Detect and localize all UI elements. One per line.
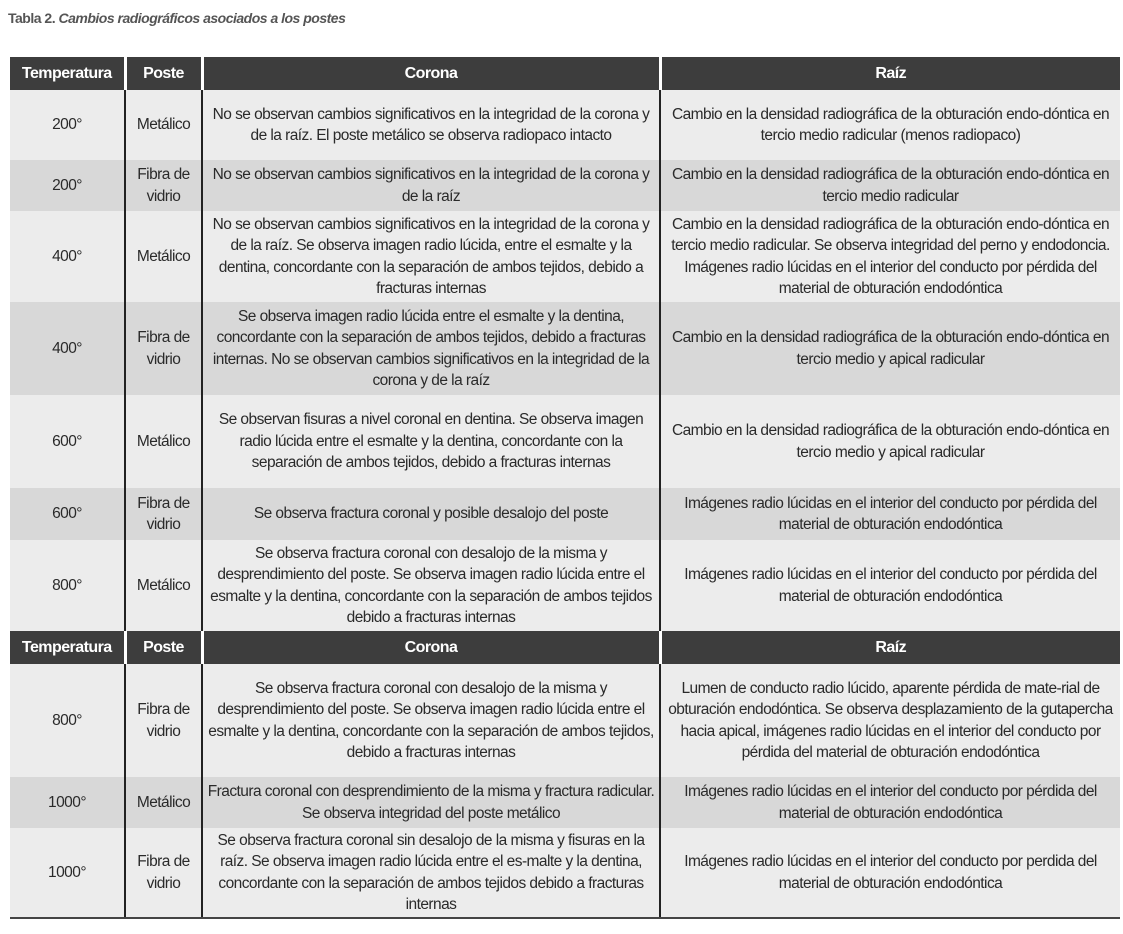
- cell-raiz: Imágenes radio lúcidas en el interior del conducto por pérdida del material de obturación endodóntica: [660, 540, 1120, 631]
- cell-temp: 200°: [10, 160, 125, 211]
- column-header: Corona: [202, 57, 660, 90]
- cell-corona: Fractura coronal con desprendimiento de la misma y fractura radicular. Se observa integridad del poste metálico: [202, 777, 660, 828]
- cell-temp: 400°: [10, 211, 125, 302]
- column-header: Raíz: [660, 631, 1120, 664]
- cell-temp: 800°: [10, 540, 125, 631]
- cell-raiz: Lumen de conducto radio lúcido, aparente pérdida de mate-rial de obturación endodóntica. Se observa desplazamiento de la gutapercha hacia apical, imágenes radio lúcidas en el interior del conducto por pérdida del material de obturación endodóntica: [660, 664, 1120, 777]
- table-row: [10, 488, 1120, 540]
- cell-poste: Fibra de vidrio: [125, 488, 202, 540]
- cell-poste: Metálico: [125, 777, 202, 828]
- cell-poste: Metálico: [125, 90, 202, 160]
- cell-corona: Se observa fractura coronal y posible desalojo del poste: [202, 488, 660, 540]
- column-header: Poste: [125, 57, 202, 90]
- cell-raiz: Cambio en la densidad radiográfica de la obturación endo-dóntica en tercio medio y apical radicular: [660, 395, 1120, 488]
- cell-corona: Se observa fractura coronal con desalojo de la misma y desprendimiento del poste. Se observa imagen radio lúcida entre el esmalte y la dentina, concordante con la separación de ambos tejidos debido a fracturas internas: [202, 540, 660, 631]
- cell-corona: Se observa fractura coronal sin desalojo de la misma y fisuras en la raíz. Se observa imagen radio lúcida entre el es-malte y la dentina, concordante con la separación de ambos tejidos debido a fracturas internas: [202, 828, 660, 918]
- cell-raiz: Imágenes radio lúcidas en el interior del conducto por perdida del material de obturación endodóntica: [660, 828, 1120, 918]
- table-row: [10, 302, 1120, 395]
- column-header: Temperatura: [10, 631, 125, 664]
- cell-corona: Se observa imagen radio lúcida entre el esmalte y la dentina, concordante con la separación de ambos tejidos, debido a fracturas internas. No se observan cambios significativos en la integridad de la corona y de la raíz: [202, 302, 660, 395]
- header-row: [10, 631, 1120, 664]
- cell-raiz: Cambio en la densidad radiográfica de la obturación endo-dóntica en tercio medio radicular (menos radiopaco): [660, 90, 1120, 160]
- caption-title: Cambios radiográficos asociados a los postes: [58, 10, 346, 26]
- cell-temp: 1000°: [10, 828, 125, 918]
- header-row: [10, 57, 1120, 90]
- cell-raiz: Imágenes radio lúcidas en el interior del conducto por pérdida del material de obturación endodóntica: [660, 777, 1120, 828]
- table-row: [10, 90, 1120, 160]
- cell-poste: Fibra de vidrio: [125, 664, 202, 777]
- cell-temp: 600°: [10, 488, 125, 540]
- cell-temp: 200°: [10, 90, 125, 160]
- cell-temp: 800°: [10, 664, 125, 777]
- table-row: [10, 828, 1120, 918]
- column-header: Corona: [202, 631, 660, 664]
- cell-corona: No se observan cambios significativos en la integridad de la corona y de la raíz. El poste metálico se observa radiopaco intacto: [202, 90, 660, 160]
- cell-poste: Metálico: [125, 211, 202, 302]
- cell-poste: Fibra de vidrio: [125, 828, 202, 918]
- cell-corona: Se observan fisuras a nivel coronal en dentina. Se observa imagen radio lúcida entre el esmalte y la dentina, concordante con la separación de ambos tejidos, debido a fracturas internas: [202, 395, 660, 488]
- cell-poste: Fibra de vidrio: [125, 160, 202, 211]
- cell-poste: Metálico: [125, 540, 202, 631]
- results-table: [10, 57, 1120, 919]
- cell-temp: 1000°: [10, 777, 125, 828]
- cell-temp: 600°: [10, 395, 125, 488]
- cell-corona: No se observan cambios significativos en la integridad de la corona y de la raíz: [202, 160, 660, 211]
- cell-raiz: Cambio en la densidad radiográfica de la obturación endo-dóntica en tercio medio radicular: [660, 160, 1120, 211]
- column-header: Temperatura: [10, 57, 125, 90]
- cell-corona: Se observa fractura coronal con desalojo de la misma y desprendimiento del poste. Se observa imagen radio lúcida entre el esmalte y la dentina, concordante con la separación de ambos tejidos, debido a fracturas internas: [202, 664, 660, 777]
- cell-raiz: Cambio en la densidad radiográfica de la obturación endo-dóntica en tercio medio y apical radicular: [660, 302, 1120, 395]
- cell-temp: 400°: [10, 302, 125, 395]
- table-row: [10, 211, 1120, 302]
- table-row: [10, 540, 1120, 631]
- cell-raiz: Imágenes radio lúcidas en el interior del conducto por pérdida del material de obturación endodóntica: [660, 488, 1120, 540]
- table-row: [10, 777, 1120, 828]
- cell-corona: No se observan cambios significativos en la integridad de la corona y de la raíz. Se observa imagen radio lúcida, entre el esmalte y la dentina, concordante con la separación de ambos tejidos, debido a fracturas internas: [202, 211, 660, 302]
- table-row: [10, 395, 1120, 488]
- table-row: [10, 160, 1120, 211]
- cell-raiz: Cambio en la densidad radiográfica de la obturación endo-dóntica en tercio medio radicular. Se observa integridad del perno y endodoncia. Imágenes radio lúcidas en el interior del conducto por pérdida del material de obturación endodóntica: [660, 211, 1120, 302]
- column-header: Poste: [125, 631, 202, 664]
- table-caption: [8, 10, 345, 26]
- table-row: [10, 664, 1120, 777]
- column-header: Raíz: [660, 57, 1120, 90]
- cell-poste: Fibra de vidrio: [125, 302, 202, 395]
- caption-label: Tabla 2.: [8, 10, 56, 26]
- cell-poste: Metálico: [125, 395, 202, 488]
